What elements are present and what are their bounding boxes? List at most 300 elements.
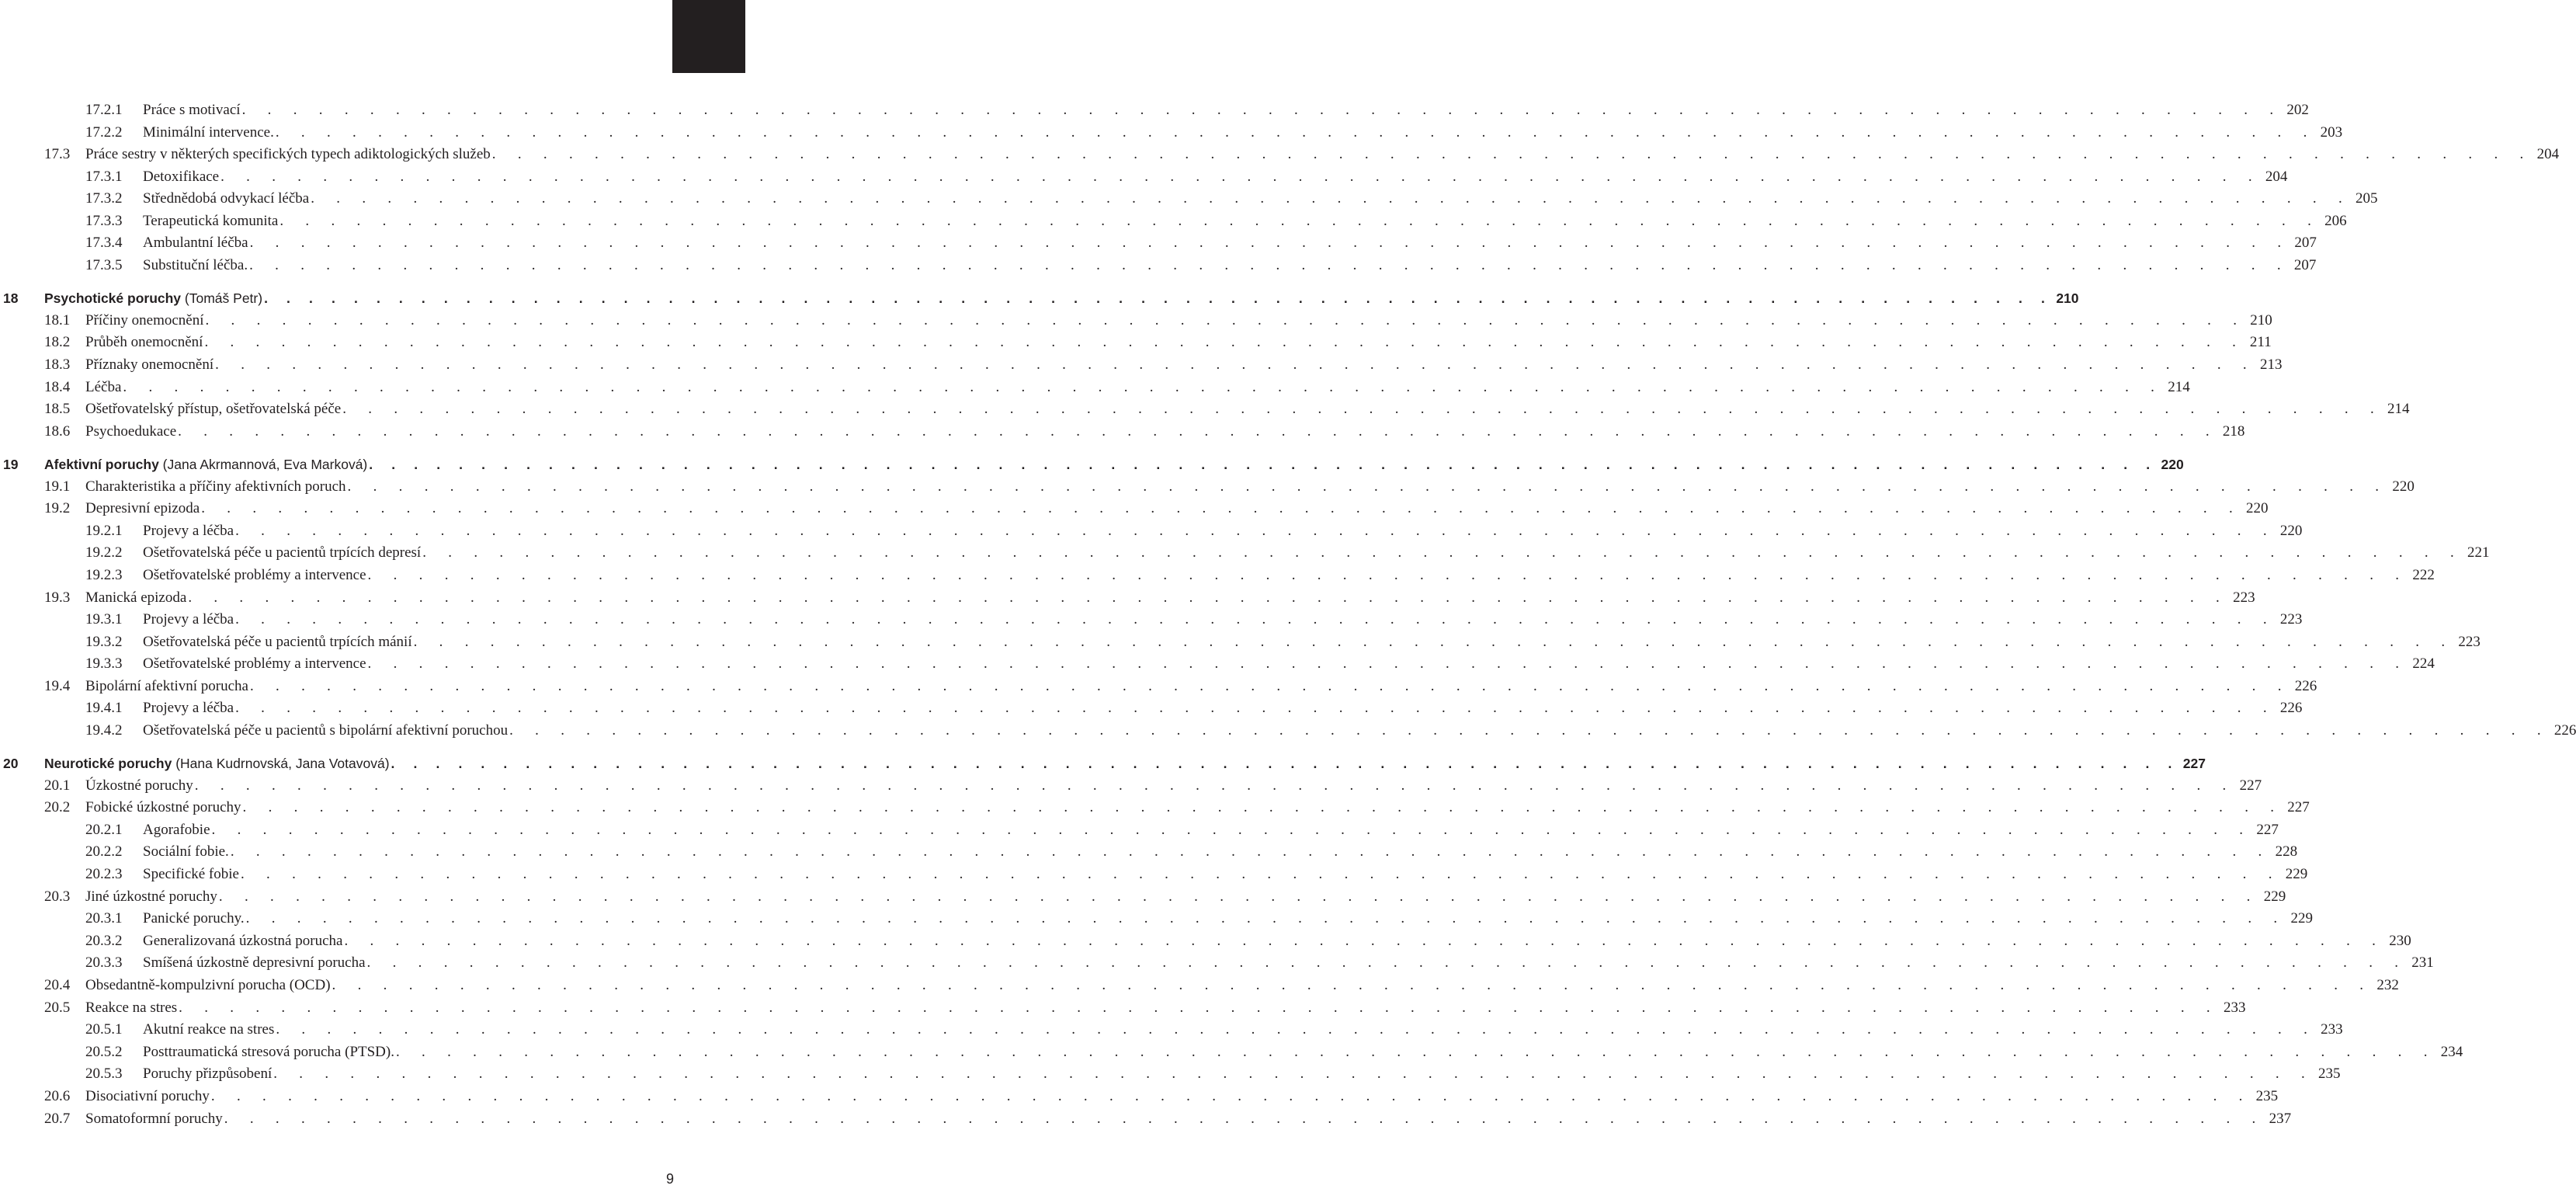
toc-entry-title: Reakce na stres [85, 1000, 178, 1016]
toc-entry-title: Terapeutická komunita [143, 213, 279, 229]
toc-entry[interactable] [0, 398, 2410, 420]
toc-entry-number: 20.3.3 [85, 954, 123, 971]
toc-entry-page: 227 [2182, 756, 2206, 771]
toc-entry-title-group [143, 720, 509, 742]
toc-entry[interactable] [0, 332, 2272, 353]
toc-entry-title: Posttraumatická stresová porucha (PTSD). [143, 1044, 394, 1060]
toc-entry-authors: (Tomáš Petr) [181, 290, 263, 306]
toc-entry-number: 20.2.2 [85, 843, 123, 860]
toc-entry-number: 20.2.1 [85, 822, 123, 838]
toc-entry-number: 17.3.3 [85, 213, 123, 229]
toc-entry-page: 226 [2553, 722, 2576, 739]
toc-entry-title-group [44, 287, 264, 309]
toc-entry-title: Ošetřovatelská péče u pacientů trpících mánií [143, 634, 412, 650]
dot-leader: . . . . . . . . . . . . . . . . . . . . . . . . . . . . . . . . . . . . . . . . . . . . . . . . . . . . . . . . . . . . . . . . . . . . . . . . . . . . . . . . [249, 257, 2290, 273]
dot-leader: . . . . . . . . . . . . . . . . . . . . . . . . . . . . . . . . . . . . . . . . . . . . . . . . . . . . . . . . . . . . . . . . . . . . . . . . . . . . . . . . [273, 1066, 2314, 1082]
dot-leader: . . . . . . . . . . . . . . . . . . . . . . . . . . . . . . . . . . . . . . . . . . . . . . . . . . . . . . . . . . . . . . . . . . . . . . . . . . . . . . . . [230, 843, 2272, 860]
toc-entry-authors: (Jana Akrmannová, Eva Marková) [158, 457, 368, 472]
toc-entry-page: 223 [2279, 611, 2303, 628]
toc-entry-line [85, 498, 2269, 520]
toc-entry[interactable] [0, 841, 2298, 863]
toc-entry-title-group [143, 565, 368, 586]
toc-entry-line [44, 753, 2206, 774]
toc-entry[interactable] [0, 255, 2317, 276]
toc-entry-number: 17.3 [44, 146, 71, 162]
toc-entry-line [143, 930, 2411, 952]
toc-entry-page: 227 [2239, 777, 2262, 794]
toc-entry-line [85, 587, 2255, 609]
toc-entry-title-group [143, 697, 235, 719]
toc-entry-page: 203 [2320, 124, 2343, 141]
toc-entry-page: 229 [2263, 888, 2286, 905]
toc-entry-title: Smíšená úzkostně depresivní porucha [143, 954, 366, 971]
toc-entry-number: 19.3 [44, 589, 71, 606]
toc-chapter-entry[interactable] [0, 454, 2184, 475]
dot-leader: . . . . . . . . . . . . . . . . . . . . . . . . . . . . . . . . . . . . . . . . . . . . . . . . . . . . . . . . . . . . . . . . . . . . . . . . . . . . . . . . [367, 655, 2408, 672]
toc-entry[interactable] [0, 819, 2279, 841]
toc-entry-page: 205 [2355, 190, 2378, 207]
toc-entry-title-group [143, 930, 344, 952]
dot-leader: . . . . . . . . . . . . . . . . . . . . . . . . . . . . . . . . . . . . . . . . . . . . . . . . . . . . . . . . . . . . . . . . . . . . . . . . . . . . . . . . [240, 866, 2282, 882]
toc-entry-number: 18.3 [44, 356, 71, 373]
toc-entry-line [85, 377, 2190, 398]
toc-entry-number: 19.1 [44, 478, 71, 495]
toc-entry-number: 20.4 [44, 977, 71, 993]
toc-entry-line [143, 697, 2303, 719]
toc-entry-page: 227 [2287, 799, 2310, 815]
toc-entry-title-group [143, 653, 368, 675]
toc-entry-title-group [85, 421, 178, 443]
toc-entry-line [85, 398, 2410, 420]
toc-entry-line [143, 1041, 2463, 1063]
toc-entry-number: 18 [3, 290, 19, 306]
toc-entry-line [143, 908, 2313, 930]
toc-entry-page: 230 [2389, 933, 2411, 949]
toc-entry-number: 19.4.1 [85, 700, 123, 716]
dot-leader: . . . . . . . . . . . . . . . . . . . . . . . . . . . . . . . . . . . . . . . . . . . . . . . . . . . . . . . . . . . . . . . . . . . . . . . . . . . . . . . . [194, 777, 2236, 794]
dot-leader: . . . . . . . . . . . . . . . . . . . . . . . . . . . . . . . . . . . . . . . . . . . . . . . . . . . . . . . . . . . . . . . . . . . . . . . . . . . . . . . . [413, 634, 2454, 650]
toc-entry[interactable] [0, 520, 2303, 542]
toc-entry-page: 220 [2245, 500, 2269, 516]
toc-entry[interactable] [0, 997, 2246, 1019]
toc-entry-title-group [143, 232, 250, 254]
dot-leader: . . . . . . . . . . . . . . . . . . . . . . . . . . . . . . . . . . . . . . . . . . . . . . . . . . . . . . . . . . . . . . . . . . . . . . . . . . . . . . . . [242, 799, 2283, 815]
toc-entry-title-group [85, 476, 348, 498]
toc-entry-title-group [85, 144, 492, 165]
toc-entry-page: 211 [2249, 334, 2272, 350]
dot-leader: . . . . . . . . . . . . . . . . . . . . . . . . . . . . . . . . . . . . . . . . . . . . . . . . . . . . . . . . . . . . . . . . . . . . . . . . . . . . . . . . [224, 1111, 2265, 1127]
dot-leader: . . . . . . . . . . . . . . . . . . . . . . . . . . . . . . . . . . . . . . . . . . . . . . . . . . . . . . . . . . . . . . . . . . . . . . . . . . . . . . . . [276, 1021, 2317, 1038]
toc-entry-page: 214 [2168, 379, 2190, 395]
toc-entry-number: 20.7 [44, 1111, 71, 1127]
toc-entry[interactable] [0, 377, 2190, 398]
toc-entry-number: 18.4 [44, 379, 71, 395]
toc-entry-title: Střednědobá odvykací léčba [143, 190, 310, 207]
toc-entry-title-group [85, 1086, 211, 1107]
toc-entry[interactable] [0, 1041, 2463, 1063]
dot-leader: . . . . . . . . . . . . . . . . . . . . . . . . . . . . . . . . . . . . . . . . . . . . . . . . . . . . . . . . . . . . . . . . . . . . . . . . . . . . . . . . [369, 457, 2158, 472]
toc-chapter-entry[interactable] [0, 753, 2206, 774]
dot-leader: . . . . . . . . . . . . . . . . . . . . . . . . . . . . . . . . . . . . . . . . . . . . . . . . . . . . . . . . . . . . . . . . . . . . . . . . . . . . . . . . [215, 356, 2256, 373]
toc-entry-number: 18.1 [44, 312, 71, 329]
toc-entry-title: Afektivní poruchy [44, 457, 159, 472]
toc-entry-page: 223 [2458, 634, 2481, 650]
toc-entry-title-group [85, 797, 243, 819]
dot-leader: . . . . . . . . . . . . . . . . . . . . . . . . . . . . . . . . . . . . . . . . . . . . . . . . . . . . . . . . . . . . . . . . . . . . . . . . . . . . . . . . [245, 910, 2286, 927]
toc-entry[interactable] [0, 421, 2245, 443]
toc-entry-title: Úzkostné poruchy [85, 777, 193, 794]
toc-entry-page: 204 [2265, 169, 2288, 185]
toc-entry-title-group [85, 377, 123, 398]
toc-entry-title-group [85, 354, 215, 376]
dot-leader: . . . . . . . . . . . . . . . . . . . . . . . . . . . . . . . . . . . . . . . . . . . . . . . . . . . . . . . . . . . . . . . . . . . . . . . . . . . . . . . . [275, 124, 2317, 141]
toc-entry-line [85, 332, 2272, 353]
toc-entry[interactable] [0, 1019, 2343, 1041]
toc-entry-line [143, 542, 2490, 564]
dot-leader: . . . . . . . . . . . . . . . . . . . . . . . . . . . . . . . . . . . . . . . . . . . . . . . . . . . . . . . . . . . . . . . . . . . . . . . . . . . . . . . . [311, 190, 2352, 207]
toc-entry-number: 20.3.2 [85, 933, 123, 949]
toc-entry-title: Projevy a léčba [143, 523, 234, 539]
toc-entry-title-group [85, 332, 204, 353]
toc-entry-number: 19.3.2 [85, 634, 123, 650]
toc-entry[interactable] [0, 676, 2317, 697]
toc-entry-line [143, 720, 2576, 742]
toc-entry-line [85, 421, 2245, 443]
toc-entry-line [143, 819, 2279, 841]
toc-entry-page: 229 [2290, 910, 2313, 927]
toc-entry[interactable] [0, 797, 2310, 819]
toc-entry[interactable] [0, 166, 2288, 188]
toc-entry[interactable] [0, 886, 2286, 908]
toc-entry-page: 223 [2233, 589, 2255, 606]
dot-leader: . . . . . . . . . . . . . . . . . . . . . . . . . . . . . . . . . . . . . . . . . . . . . . . . . . . . . . . . . . . . . . . . . . . . . . . . . . . . . . . . [178, 423, 2219, 440]
dot-leader: . . . . . . . . . . . . . . . . . . . . . . . . . . . . . . . . . . . . . . . . . . . . . . . . . . . . . . . . . . . . . . . . . . . . . . . . . . . . . . . . [218, 888, 2260, 905]
toc-entry-page: 222 [2412, 567, 2435, 583]
toc-entry-line [143, 1063, 2341, 1085]
toc-entry-title-group [143, 841, 231, 863]
toc-entry-line [143, 122, 2343, 144]
toc-entry-number: 20.3 [44, 888, 71, 905]
toc-entry[interactable] [0, 1108, 2292, 1130]
toc-entry-authors: (Hana Kudrnovská, Jana Votavová) [172, 756, 390, 771]
toc-entry-page: 218 [2222, 423, 2245, 440]
toc-entry-title-group [143, 952, 367, 974]
toc-entry[interactable] [0, 587, 2255, 609]
toc-entry-title-group [143, 631, 414, 653]
toc-entry-line [143, 609, 2303, 631]
toc-entry-title-group [85, 775, 195, 797]
toc-entry-number: 20.3.1 [85, 910, 123, 927]
toc-entry-title: Ošetřovatelské problémy a intervence [143, 655, 366, 672]
toc-entry-page: 213 [2259, 356, 2283, 373]
toc-entry-title: Projevy a léčba [143, 611, 234, 628]
toc-entry-number: 17.3.1 [85, 169, 123, 185]
toc-entry-page: 220 [2392, 478, 2415, 495]
toc-entry-title: Práce s motivací [143, 102, 241, 118]
dot-leader: . . . . . . . . . . . . . . . . . . . . . . . . . . . . . . . . . . . . . . . . . . . . . . . . . . . . . . . . . . . . . . . . . . . . . . . . . . . . . . . . [210, 1088, 2252, 1104]
toc-entry-title-group [143, 1019, 276, 1041]
toc-entry-number: 19.4 [44, 678, 71, 694]
toc-entry[interactable] [0, 232, 2317, 254]
dot-leader: . . . . . . . . . . . . . . . . . . . . . . . . . . . . . . . . . . . . . . . . . . . . . . . . . . . . . . . . . . . . . . . . . . . . . . . . . . . . . . . . [491, 146, 2533, 162]
toc-entry-number: 17.2.2 [85, 124, 123, 141]
toc-entry-title: Fobické úzkostné poruchy [85, 799, 241, 815]
toc-entry-line [85, 354, 2283, 376]
toc-entry-title: Psychotické poruchy [44, 290, 182, 306]
toc-entry-title: Práce sestry v některých specifických typech adiktologických služeb [85, 146, 491, 162]
toc-entry-number: 20.5.3 [85, 1066, 123, 1082]
dot-leader: . . . . . . . . . . . . . . . . . . . . . . . . . . . . . . . . . . . . . . . . . . . . . . . . . . . . . . . . . . . . . . . . . . . . . . . . . . . . . . . . [342, 401, 2383, 417]
dot-leader: . . . . . . . . . . . . . . . . . . . . . . . . . . . . . . . . . . . . . . . . . . . . . . . . . . . . . . . . . . . . . . . . . . . . . . . . . . . . . . . . [366, 954, 2408, 971]
toc-entry[interactable] [0, 975, 2399, 996]
toc-entry-page: 235 [2255, 1088, 2279, 1104]
toc-entry-title-group [85, 398, 342, 420]
toc-entry-number: 20.6 [44, 1088, 71, 1104]
toc-entry-line [85, 1108, 2292, 1130]
dot-leader: . . . . . . . . . . . . . . . . . . . . . . . . . . . . . . . . . . . . . . . . . . . . . . . . . . . . . . . . . . . . . . . . . . . . . . . . . . . . . . . . [249, 235, 2290, 251]
toc-entry-page: 207 [2294, 235, 2317, 251]
dot-leader: . . . . . . . . . . . . . . . . . . . . . . . . . . . . . . . . . . . . . . . . . . . . . . . . . . . . . . . . . . . . . . . . . . . . . . . . . . . . . . . . [279, 213, 2321, 229]
toc-entry[interactable] [0, 565, 2435, 586]
toc-entry-page: 237 [2269, 1111, 2292, 1127]
toc-entry-number: 20 [3, 756, 19, 771]
dot-leader: . . . . . . . . . . . . . . . . . . . . . . . . . . . . . . . . . . . . . . . . . . . . . . . . . . . . . . . . . . . . . . . . . . . . . . . . . . . . . . . . [422, 544, 2463, 561]
toc-entry-page: 234 [2440, 1044, 2463, 1060]
page-number: 9 [665, 1171, 674, 1187]
dot-leader: . . . . . . . . . . . . . . . . . . . . . . . . . . . . . . . . . . . . . . . . . . . . . . . . . . . . . . . . . . . . . . . . . . . . . . . . . . . . . . . . [509, 722, 2550, 739]
toc-entry[interactable] [0, 908, 2313, 930]
toc-entry-line [143, 255, 2317, 276]
toc-entry[interactable] [0, 354, 2283, 376]
toc-entry-page: 210 [2250, 312, 2272, 329]
toc-entry-title: Bipolární afektivní porucha [85, 678, 248, 694]
toc-entry-title: Depresivní epizoda [85, 500, 200, 516]
toc-entry[interactable] [0, 476, 2415, 498]
toc-entry-number: 19.2.3 [85, 567, 123, 583]
toc-entry-page: 207 [2293, 257, 2317, 273]
toc-entry-line [143, 1019, 2343, 1041]
toc-entry-number: 20.2.3 [85, 866, 123, 882]
toc-entry-title: Specifické fobie [143, 866, 239, 882]
toc-entry-line [44, 287, 2079, 309]
toc-chapter-entry[interactable] [0, 287, 2079, 309]
toc-entry-number: 17.2.1 [85, 102, 123, 118]
toc-entry[interactable] [0, 1086, 2279, 1107]
dot-leader: . . . . . . . . . . . . . . . . . . . . . . . . . . . . . . . . . . . . . . . . . . . . . . . . . . . . . . . . . . . . . . . . . . . . . . . . . . . . . . . . [123, 379, 2164, 395]
toc-entry-title: Neurotické poruchy [44, 756, 172, 771]
toc-entry[interactable] [0, 720, 2576, 742]
toc-entry-line [85, 144, 2560, 165]
toc-entry-title: Disociativní poruchy [85, 1088, 210, 1104]
toc-entry-line [85, 310, 2272, 332]
toc-entry-title: Charakteristika a příčiny afektivních poruch [85, 478, 346, 495]
toc-entry-title: Jiné úzkostné poruchy [85, 888, 217, 905]
toc-entry-title: Generalizovaná úzkostná porucha [143, 933, 343, 949]
toc-entry-line [44, 454, 2184, 475]
toc-entry-line [85, 775, 2262, 797]
toc-entry-title: Substituční léčba. [143, 257, 248, 273]
toc-entry-title-group [85, 997, 179, 1019]
toc-entry-title-group [143, 1041, 396, 1063]
dot-leader: . . . . . . . . . . . . . . . . . . . . . . . . . . . . . . . . . . . . . . . . . . . . . . . . . . . . . . . . . . . . . . . . . . . . . . . . . . . . . . . . [344, 933, 2385, 949]
toc-entry-number: 17.3.2 [85, 190, 123, 207]
toc-entry-title: Poruchy přizpůsobení [143, 1066, 273, 1082]
toc-entry-title: Léčba [85, 379, 122, 395]
toc-entry-title-group [85, 498, 201, 520]
toc-entry-title: Panické poruchy. [143, 910, 245, 927]
toc-entry-page: 220 [2279, 523, 2303, 539]
toc-entry-number: 19.2 [44, 500, 71, 516]
toc-entry-number: 20.5 [44, 1000, 71, 1016]
toc-entry-title: Ošetřovatelské problémy a intervence [143, 567, 366, 583]
toc-entry-title: Manická epizoda [85, 589, 187, 606]
toc-entry-page: 229 [2285, 866, 2308, 882]
toc-entry-title-group [143, 188, 311, 210]
dot-leader: . . . . . . . . . . . . . . . . . . . . . . . . . . . . . . . . . . . . . . . . . . . . . . . . . . . . . . . . . . . . . . . . . . . . . . . . . . . . . . . . [204, 334, 2245, 350]
toc-entry-line [143, 99, 2309, 121]
toc-entry-title: Příznaky onemocnění [85, 356, 214, 373]
toc-entry-line [85, 997, 2246, 1019]
toc-entry-page: 204 [2536, 146, 2560, 162]
dot-leader: . . . . . . . . . . . . . . . . . . . . . . . . . . . . . . . . . . . . . . . . . . . . . . . . . . . . . . . . . . . . . . . . . . . . . . . . . . . . . . . . [332, 977, 2373, 993]
toc-entry-number: 20.5.2 [85, 1044, 123, 1060]
toc-entry[interactable] [0, 775, 2262, 797]
toc-entry-title-group [85, 310, 206, 332]
toc-entry-line [143, 232, 2317, 254]
toc-entry-title-group [143, 542, 422, 564]
toc-entry-title-group [143, 908, 246, 930]
toc-entry-number: 20.2 [44, 799, 71, 815]
toc-entry-title-group [143, 210, 279, 232]
toc-entry-title: Ošetřovatelská péče u pacientů trpících depresí [143, 544, 422, 561]
toc-entry-page: 235 [2318, 1066, 2341, 1082]
toc-entry-page: 214 [2387, 401, 2410, 417]
toc-entry-line [143, 952, 2434, 974]
toc-entry-line [143, 864, 2308, 885]
toc-entry-title-group [85, 886, 219, 908]
toc-entry[interactable] [0, 99, 2309, 121]
toc-entry-number: 18.6 [44, 423, 71, 440]
dot-leader: . . . . . . . . . . . . . . . . . . . . . . . . . . . . . . . . . . . . . . . . . . . . . . . . . . . . . . . . . . . . . . . . . . . . . . . . . . . . . . . . [264, 290, 2053, 306]
toc-entry-title-group [143, 819, 212, 841]
toc-entry-page: 206 [2324, 213, 2347, 229]
dot-leader: . . . . . . . . . . . . . . . . . . . . . . . . . . . . . . . . . . . . . . . . . . . . . . . . . . . . . . . . . . . . . . . . . . . . . . . . . . . . . . . . [235, 523, 2276, 539]
toc-entry-number: 19.2.2 [85, 544, 123, 561]
toc-entry-title-group [85, 676, 250, 697]
toc-entry-title: Agorafobie [143, 822, 210, 838]
toc-entry-line [143, 631, 2481, 653]
toc-entry-number: 19.3.3 [85, 655, 123, 672]
toc-entry-title: Detoxifikace [143, 169, 220, 185]
toc-entry-title-group [143, 255, 249, 276]
toc-entry-title: Sociální fobie. [143, 843, 229, 860]
toc-entry-page: 231 [2411, 954, 2434, 971]
toc-entry[interactable] [0, 310, 2272, 332]
toc-entry-page: 210 [2056, 290, 2079, 306]
toc-entry[interactable] [0, 542, 2490, 564]
dot-leader: . . . . . . . . . . . . . . . . . . . . . . . . . . . . . . . . . . . . . . . . . . . . . . . . . . . . . . . . . . . . . . . . . . . . . . . . . . . . . . . . [205, 312, 2246, 329]
toc-entry[interactable] [0, 952, 2434, 974]
toc-entry-number: 20.5.1 [85, 1021, 123, 1038]
toc-entry-title: Příčiny onemocnění [85, 312, 204, 329]
toc-entry-number: 19.2.1 [85, 523, 123, 539]
toc-entry-title-group [85, 975, 332, 996]
toc-entry-title-group [44, 753, 391, 774]
toc-entry-number: 18.2 [44, 334, 71, 350]
toc-entry-title: Obsedantně-kompulzivní porucha (OCD) [85, 977, 331, 993]
toc-entry-number: 19 [3, 457, 19, 472]
toc-entry-title: Minimální intervence. [143, 124, 274, 141]
toc-entry-page: 233 [2223, 1000, 2246, 1016]
dot-leader: . . . . . . . . . . . . . . . . . . . . . . . . . . . . . . . . . . . . . . . . . . . . . . . . . . . . . . . . . . . . . . . . . . . . . . . . . . . . . . . . [391, 756, 2179, 771]
dot-leader: . . . . . . . . . . . . . . . . . . . . . . . . . . . . . . . . . . . . . . . . . . . . . . . . . . . . . . . . . . . . . . . . . . . . . . . . . . . . . . . . [188, 589, 2229, 606]
toc-entry-title-group [85, 1108, 224, 1130]
dot-leader: . . . . . . . . . . . . . . . . . . . . . . . . . . . . . . . . . . . . . . . . . . . . . . . . . . . . . . . . . . . . . . . . . . . . . . . . . . . . . . . . [235, 700, 2276, 716]
toc-entry[interactable] [0, 144, 2560, 165]
toc-entry-number: 20.1 [44, 777, 71, 794]
toc-entry[interactable] [0, 122, 2343, 144]
toc-entry-title: Projevy a léčba [143, 700, 234, 716]
toc-entry-page: 232 [2376, 977, 2399, 993]
dot-leader: . . . . . . . . . . . . . . . . . . . . . . . . . . . . . . . . . . . . . . . . . . . . . . . . . . . . . . . . . . . . . . . . . . . . . . . . . . . . . . . . [250, 678, 2291, 694]
toc-entry-page: 226 [2294, 678, 2317, 694]
toc-entry[interactable] [0, 1063, 2341, 1085]
dot-leader: . . . . . . . . . . . . . . . . . . . . . . . . . . . . . . . . . . . . . . . . . . . . . . . . . . . . . . . . . . . . . . . . . . . . . . . . . . . . . . . . [347, 478, 2388, 495]
toc-entry-title-group [143, 166, 220, 188]
dot-leader: . . . . . . . . . . . . . . . . . . . . . . . . . . . . . . . . . . . . . . . . . . . . . . . . . . . . . . . . . . . . . . . . . . . . . . . . . . . . . . . . [220, 169, 2262, 185]
toc-entry[interactable] [0, 188, 2378, 210]
toc-entry-line [85, 476, 2415, 498]
toc-entry[interactable] [0, 210, 2347, 232]
toc-entry-title-group [143, 122, 276, 144]
toc-entry-number: 19.4.2 [85, 722, 123, 739]
toc-entry[interactable] [0, 653, 2435, 675]
dot-leader: . . . . . . . . . . . . . . . . . . . . . . . . . . . . . . . . . . . . . . . . . . . . . . . . . . . . . . . . . . . . . . . . . . . . . . . . . . . . . . . . [367, 567, 2408, 583]
toc-entry-line [85, 797, 2310, 819]
toc-entry-page: 202 [2286, 102, 2309, 118]
toc-entry[interactable] [0, 498, 2269, 520]
toc-entry-number: 17.3.4 [85, 235, 123, 251]
toc-entry-page: 228 [2275, 843, 2298, 860]
toc-entry[interactable] [0, 864, 2308, 885]
toc-entry-title-group [85, 587, 188, 609]
toc-entry-page: 224 [2412, 655, 2435, 672]
toc-entry-title: Psychoedukace [85, 423, 177, 440]
toc-entry-title-group [143, 864, 241, 885]
toc-entry[interactable] [0, 930, 2411, 952]
dot-leader: . . . . . . . . . . . . . . . . . . . . . . . . . . . . . . . . . . . . . . . . . . . . . . . . . . . . . . . . . . . . . . . . . . . . . . . . . . . . . . . . [241, 102, 2283, 118]
toc-entry-title: Akutní reakce na stres [143, 1021, 275, 1038]
toc-entry-title-group [143, 1063, 273, 1085]
dot-leader: . . . . . . . . . . . . . . . . . . . . . . . . . . . . . . . . . . . . . . . . . . . . . . . . . . . . . . . . . . . . . . . . . . . . . . . . . . . . . . . . [211, 822, 2252, 838]
toc-entry-line [143, 188, 2378, 210]
toc-entry[interactable] [0, 609, 2303, 631]
toc-entry-page: 220 [2161, 457, 2184, 472]
corner-tab-marker [672, 0, 745, 73]
toc-entry-line [143, 565, 2435, 586]
dot-leader: . . . . . . . . . . . . . . . . . . . . . . . . . . . . . . . . . . . . . . . . . . . . . . . . . . . . . . . . . . . . . . . . . . . . . . . . . . . . . . . . [395, 1044, 2437, 1060]
toc-entry-title: Průběh onemocnění [85, 334, 203, 350]
toc-entry-title-group [143, 99, 242, 121]
toc-entry-line [143, 520, 2303, 542]
toc-entry[interactable] [0, 631, 2481, 653]
toc-entry-line [85, 676, 2317, 697]
toc-entry-line [85, 975, 2399, 996]
toc-entry-line [143, 166, 2288, 188]
toc-entry[interactable] [0, 697, 2303, 719]
toc-entry-line [85, 886, 2286, 908]
toc-entry-title: Ošetřovatelský přístup, ošetřovatelská péče [85, 401, 342, 417]
